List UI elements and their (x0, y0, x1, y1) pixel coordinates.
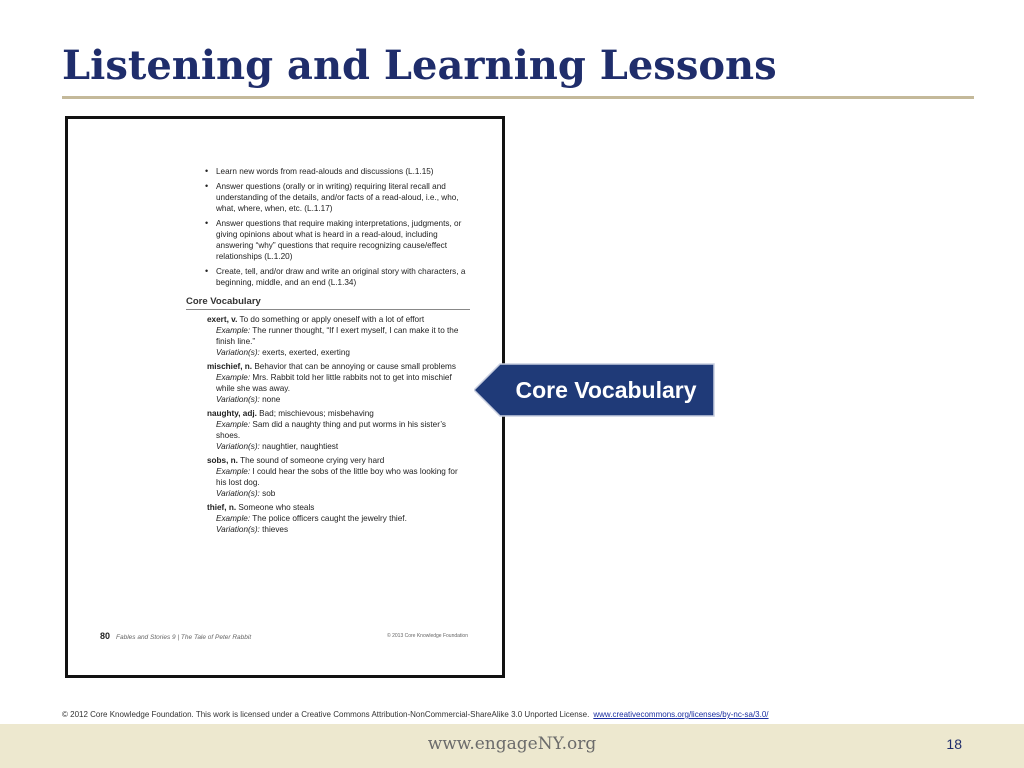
site-url: www.engageNY.org (427, 734, 597, 754)
vocab-variation: sob (259, 489, 276, 498)
vocab-variation: none (259, 395, 281, 404)
document-publisher: © 2013 Core Knowledge Foundation (387, 633, 468, 639)
vocab-entry (186, 361, 470, 405)
vocab-definition: Behavior that can be annoying or cause small problems (252, 362, 456, 371)
callout-label: Core Vocabulary (515, 377, 697, 403)
vocab-example: Sam did a naughty thing and put worms in his sister’s shoes. (216, 420, 446, 440)
list-item: • Learn new words from read-alouds and discussions (L.1.15) (186, 166, 470, 177)
vocab-variation: thieves (259, 525, 289, 534)
vocab-example: Mrs. Rabbit told her little rabbits not to get into mischief while she was away. (216, 373, 452, 393)
title-divider (62, 96, 974, 99)
vocab-definition: Bad; mischievous; misbehaving (256, 409, 374, 418)
variation-label: Variation(s): (216, 525, 260, 534)
vocab-word: naughty, adj. (207, 409, 257, 418)
vocab-example: The police officers caught the jewelry thief. (250, 514, 407, 523)
list-item: • Answer questions that require making interpretations, judgments, or giving opinions about what is heard in a read-aloud, including answering “why” questions that require recognizing cause/effect relationships (L.1.20) (186, 218, 470, 262)
example-label: Example: (216, 467, 251, 476)
variation-label: Variation(s): (216, 442, 260, 451)
license-text: © 2012 Core Knowledge Foundation. This work is licensed under a Creative Commons Attribution-NonCommercial-ShareAlike 3.0 Unported License. (62, 710, 590, 719)
document-book-title: Fables and Stories 9 | The Tale of Peter Rabbit (116, 634, 252, 641)
variation-label: Variation(s): (216, 395, 260, 404)
vocab-word: thief, n. (207, 503, 237, 512)
vocab-word: exert, v. (207, 315, 238, 324)
slide-number: 18 (946, 736, 962, 752)
example-label: Example: (216, 373, 251, 382)
vocab-heading: Core Vocabulary (186, 296, 470, 310)
example-label: Example: (216, 514, 251, 523)
document-content (186, 166, 470, 538)
list-item: • Answer questions (orally or in writing) requiring literal recall and understanding of the details, and/or facts of a read-aloud, i.e., who, what, where, when, etc. (L.1.17) (186, 181, 470, 214)
vocab-variation: exerts, exerted, exerting (259, 348, 350, 357)
license-link[interactable]: www.creativecommons.org/licenses/by-nc-sa/3.0/ (593, 710, 769, 719)
variation-label: Variation(s): (216, 489, 260, 498)
core-vocabulary-callout (474, 360, 716, 420)
vocab-entry (186, 455, 470, 499)
vocab-entry (186, 408, 470, 452)
vocab-entry (186, 314, 470, 358)
vocab-definition: To do something or apply oneself with a lot of effort (237, 315, 425, 324)
slide-title: Listening and Learning Lessons (62, 42, 777, 89)
vocab-example: The runner thought, “If I exert myself, I can make it to the finish line.” (216, 326, 459, 346)
document-footer (100, 631, 470, 641)
footer-bar (0, 724, 1024, 768)
vocab-variation: naughtier, naughtiest (259, 442, 339, 451)
vocab-definition: Someone who steals (236, 503, 315, 512)
list-item: • Create, tell, and/or draw and write an original story with characters, a beginning, middle, and an end (L.1.34) (186, 266, 470, 288)
vocab-definition: The sound of someone crying very hard (237, 456, 385, 465)
example-label: Example: (216, 420, 251, 429)
vocab-example: I could hear the sobs of the little boy who was looking for his lost dog. (216, 467, 458, 487)
vocab-word: mischief, n. (207, 362, 253, 371)
variation-label: Variation(s): (216, 348, 260, 357)
vocab-entry (186, 502, 470, 535)
license-notice (62, 710, 769, 719)
objectives-list (186, 166, 470, 288)
document-page-number: 80 (100, 631, 111, 641)
example-label: Example: (216, 326, 251, 335)
vocab-word: sobs, n. (207, 456, 238, 465)
